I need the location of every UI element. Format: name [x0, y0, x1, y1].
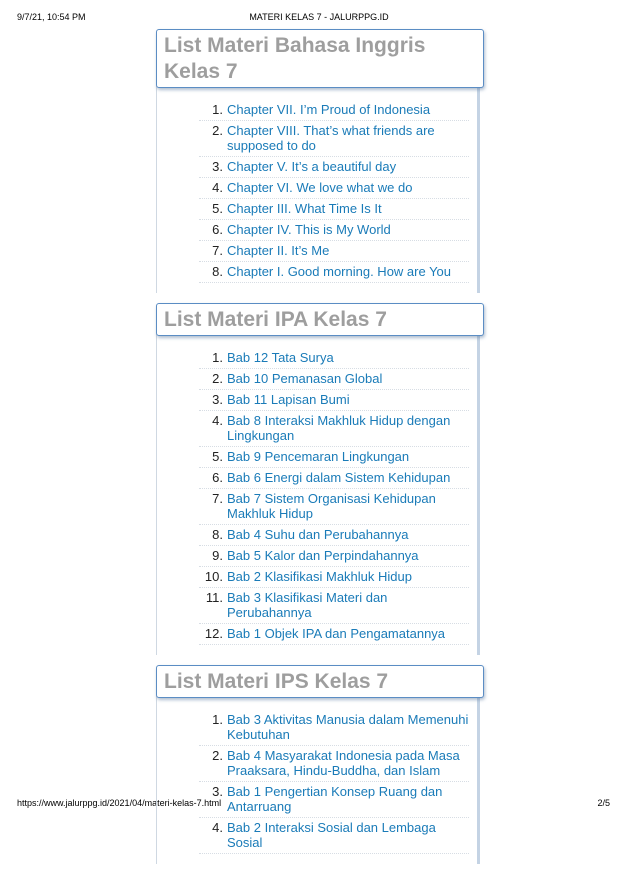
list-item-number: 7.	[212, 491, 223, 506]
list-item-number: 9.	[212, 548, 223, 563]
list-item-number: 7.	[212, 243, 223, 258]
print-page-title: MATERI KELAS 7 - JALURPPG.ID	[249, 12, 389, 22]
list-item-link[interactable]: Bab 8 Interaksi Makhluk Hidup dengan Lingkungan	[227, 413, 451, 443]
list-item-link[interactable]: Bab 3 Klasifikasi Materi dan Perubahannya	[227, 590, 388, 620]
list-item-link[interactable]: Bab 9 Pencemaran Lingkungan	[227, 449, 410, 464]
list-item-link[interactable]: Bab 1 Pengertian Konsep Ruang dan Antarruang	[227, 784, 443, 814]
list-item-link[interactable]: Bab 3 Aktivitas Manusia dalam Memenuhi Kebutuhan	[227, 712, 469, 742]
list-item-number: 3.	[212, 159, 223, 174]
list-item-link[interactable]: Bab 12 Tata Surya	[227, 350, 334, 365]
list-item	[199, 782, 469, 818]
print-header	[0, 12, 638, 26]
print-page-number: 2/5	[597, 798, 610, 808]
list-item-link[interactable]: Chapter II. It’s Me	[227, 243, 330, 258]
materi-list	[157, 348, 469, 645]
list-item-link[interactable]: Bab 2 Interaksi Sosial dan Lembaga Sosial	[227, 820, 436, 850]
section-body	[156, 696, 480, 864]
list-item-number: 8.	[212, 264, 223, 279]
list-item-number: 2.	[212, 748, 223, 763]
list-item-number: 1.	[212, 712, 223, 727]
list-item-link[interactable]: Bab 11 Lapisan Bumi	[227, 392, 350, 407]
list-item-number: 4.	[212, 180, 223, 195]
list-item-number: 2.	[212, 371, 223, 386]
list-item-link[interactable]: Chapter III. What Time Is It	[227, 201, 382, 216]
list-item	[199, 100, 469, 121]
list-item-link[interactable]: Chapter IV. This is My World	[227, 222, 391, 237]
list-item-number: 6.	[212, 470, 223, 485]
list-item-link[interactable]: Chapter VIII. That’s what friends are supposed to do	[227, 123, 435, 153]
list-item-number: 12.	[204, 626, 223, 641]
list-item-link[interactable]: Chapter I. Good morning. How are You	[227, 264, 452, 279]
section-ips	[156, 665, 484, 864]
section-bahasa-inggris	[156, 29, 484, 293]
list-item-number: 2.	[212, 123, 223, 138]
list-item-link[interactable]: Bab 4 Masyarakat Indonesia pada Masa Praaksara, Hindu-Buddha, dan Islam	[227, 748, 460, 778]
list-item-number: 11.	[205, 590, 223, 605]
section-title: List Materi IPS Kelas 7	[156, 665, 484, 698]
section-title: List Materi Bahasa Inggris Kelas 7	[156, 29, 484, 88]
section-body	[156, 86, 480, 293]
list-item-number: 3.	[212, 784, 223, 799]
list-item	[199, 818, 469, 854]
list-item-link[interactable]: Bab 7 Sistem Organisasi Kehidupan Makhluk Hidup	[227, 491, 436, 521]
list-item	[199, 411, 469, 447]
print-datetime: 9/7/21, 10:54 PM	[17, 12, 86, 22]
list-item-link[interactable]: Bab 2 Klasifikasi Makhluk Hidup	[227, 569, 412, 584]
list-item-link[interactable]: Bab 1 Objek IPA dan Pengamatannya	[227, 626, 446, 641]
list-item	[199, 157, 469, 178]
list-item	[199, 468, 469, 489]
materi-list	[157, 710, 469, 854]
list-item	[199, 588, 469, 624]
list-item	[199, 121, 469, 157]
list-item-number: 5.	[212, 449, 223, 464]
list-item	[199, 390, 469, 411]
print-url: https://www.jalurppg.id/2021/04/materi-kelas-7.html	[17, 798, 222, 808]
list-item-number: 6.	[212, 222, 223, 237]
list-item-link[interactable]: Bab 5 Kalor dan Perpindahannya	[227, 548, 419, 563]
list-item	[199, 199, 469, 220]
list-item	[199, 220, 469, 241]
list-item	[199, 241, 469, 262]
list-item-link[interactable]: Bab 4 Suhu dan Perubahannya	[227, 527, 409, 542]
list-item	[199, 262, 469, 283]
list-item	[199, 624, 469, 645]
list-item-number: 1.	[212, 102, 223, 117]
list-item	[199, 567, 469, 588]
list-item-number: 10.	[204, 569, 223, 584]
list-item	[199, 369, 469, 390]
list-item-number: 1.	[212, 350, 223, 365]
list-item-link[interactable]: Chapter VI. We love what we do	[227, 180, 413, 195]
materi-list	[157, 100, 469, 283]
section-body	[156, 334, 480, 655]
list-item	[199, 348, 469, 369]
list-item	[199, 489, 469, 525]
list-item-number: 4.	[212, 413, 223, 428]
list-item	[199, 710, 469, 746]
section-title: List Materi IPA Kelas 7	[156, 303, 484, 336]
section-ipa	[156, 303, 484, 655]
list-item	[199, 447, 469, 468]
list-item	[199, 746, 469, 782]
main-content	[156, 29, 484, 874]
list-item-link[interactable]: Chapter VII. I’m Proud of Indonesia	[227, 102, 431, 117]
list-item-number: 3.	[212, 392, 223, 407]
list-item-link[interactable]: Chapter V. It’s a beautiful day	[227, 159, 397, 174]
list-item-number: 8.	[212, 527, 223, 542]
list-item-link[interactable]: Bab 10 Pemanasan Global	[227, 371, 383, 386]
list-item	[199, 178, 469, 199]
list-item	[199, 525, 469, 546]
list-item-number: 5.	[212, 201, 223, 216]
list-item-link[interactable]: Bab 6 Energi dalam Sistem Kehidupan	[227, 470, 451, 485]
list-item	[199, 546, 469, 567]
list-item-number: 4.	[212, 820, 223, 835]
